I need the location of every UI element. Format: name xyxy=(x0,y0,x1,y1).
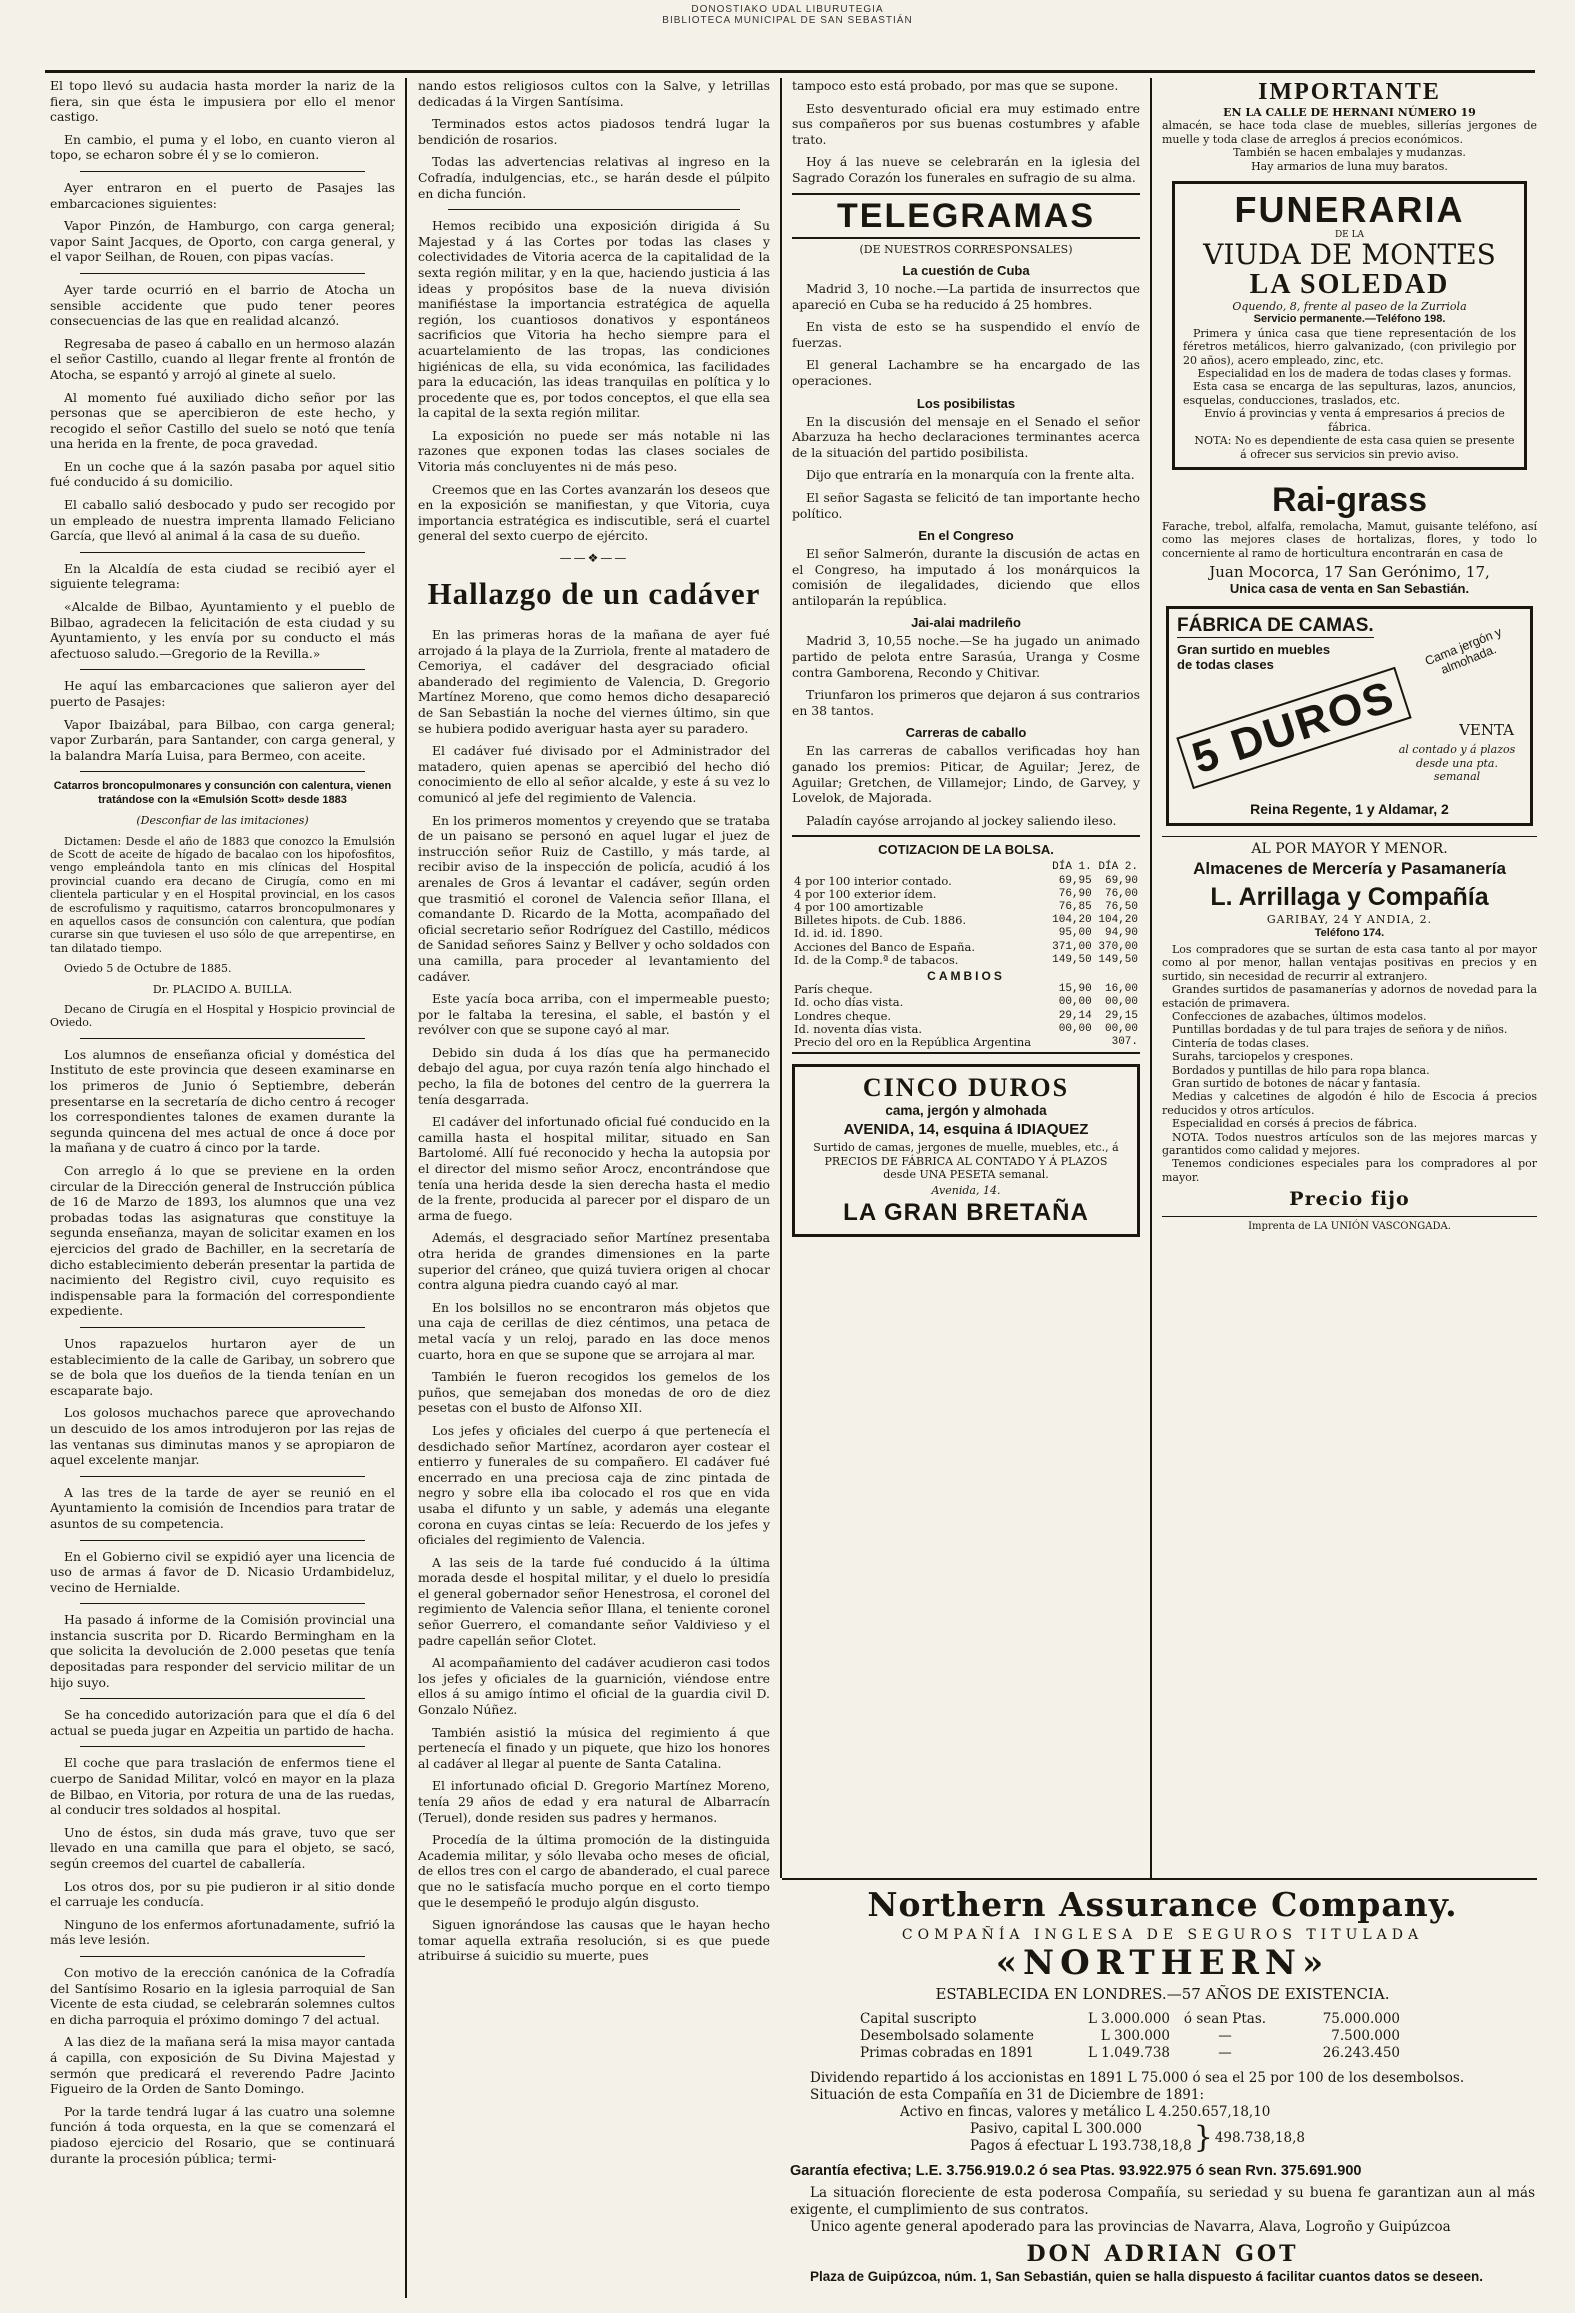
northern-name: «NORTHERN» xyxy=(995,1943,1330,1983)
northern-established: ESTABLECIDA EN LONDRES.—57 AÑOS DE EXISTENCIA. xyxy=(935,1985,1390,2003)
row-value: 104,20 xyxy=(1098,914,1138,927)
row-value: 69,95 xyxy=(1058,874,1092,887)
article-text: Este yacía boca arriba, con el impermeable puesto; por le faltaba la teresina, el sable, el bastón y el revólver con que se supone cayó al mar. xyxy=(418,991,770,1038)
column-3 xyxy=(792,78,1140,1878)
article-text: Los golosos muchachos parece que aprovechando un descuido de los amos introdujeron por las rejas de las ventanas sus diminutas manos y se apropiaron de aquel excelente manjar. xyxy=(50,1405,395,1468)
article-text: Debido sin duda á los días que ha permanecido debajo del agua, por cuya razón tenía algo hinchado el pecho, la fila de botones del centro de la guerrera la tenía desgarrada. xyxy=(418,1044,770,1107)
merceria-title: Almacenes de Mercería y Pasamanería xyxy=(1193,859,1506,879)
article-text: La exposición no puede ser más notable ni las razones que exponen todas las clases sociales de Vitoria más concluyentes ni de más peso. xyxy=(418,427,770,475)
telegram-text: Triunfaron los primeros que dejaron á sus contrarios en 38 tantos. xyxy=(792,687,1140,718)
divider xyxy=(80,1038,365,1039)
article-text: Con arreglo á lo que se previene en la orden circular de la Dirección general de Instrucción pública de 16 de Marzo de 1893, los alumnos que una vez probadas todas las asignaturas que constituye la segunda enseñanza, mayan de solicitar examen en los ejercicios del grado de Bachiller, en la secretaría de dicho establecimiento deberán presentar la partida de nacimiento del Registro civil, cuyo requisito es indispensable para la formación del correspondiente expediente. xyxy=(50,1163,395,1319)
cinco-duros-body: Surtido de camas, jergones de muelle, muebles, etc., á PRECIOS DE FÁBRICA AL CONTADO Y Á PLAZOS desde UNA PESETA semanal. xyxy=(813,1141,1119,1182)
column-1 xyxy=(50,78,395,2303)
row-value: 29,14 xyxy=(1058,1009,1092,1022)
funeraria-b4: Envío á provincias y venta á empresarios á precios de fábrica. xyxy=(1204,407,1505,434)
funeraria-title: FUNERARIA xyxy=(1234,189,1465,231)
camas-contado: al contado y á plazos desde una pta. semanal xyxy=(1398,743,1516,783)
divider xyxy=(80,273,365,274)
capital-pts: 75.000.000 xyxy=(1322,2011,1400,2027)
bolsa-title: COTIZACION DE LA BOLSA. xyxy=(878,842,1054,858)
list-item: NOTA. Todos nuestros artículos son de las mejores marcas y garantidos como calidad y mejores. xyxy=(1162,1130,1537,1158)
row-value: 29,15 xyxy=(1104,1009,1138,1022)
telegram-heading: Jai-alai madrileño xyxy=(911,615,1021,631)
row-value: 371,00 xyxy=(1052,940,1092,953)
article-text: En las primeras horas de la mañana de ayer fué arrojado á la playa de la Zurriola, frente al matadero de Cemoriya, el cadáver del desgraciado oficial abanderado del regimiento de Valencia, D. Gregorio Martínez Moreno, que como hemos dicho desapareció de San Sebastián la noche del viernes último, sin que se hubiera podido averiguar hasta ayer su paradero. xyxy=(418,627,770,736)
row-value: 16,00 xyxy=(1104,983,1138,996)
merceria-precio: Precio fijo xyxy=(1289,1188,1410,1211)
oro-value-1 xyxy=(1048,1036,1094,1049)
funeraria-dela: DE LA xyxy=(1334,230,1365,241)
headline-hallazgo: Hallazgo de un cadáver xyxy=(427,576,761,612)
capital-label: Primas cobradas en 1891 xyxy=(860,2045,1034,2061)
row-value: 370,00 xyxy=(1098,940,1138,953)
row-label: Id. ocho días vista. xyxy=(794,995,904,1010)
cinco-duros-store: LA GRAN BRETAÑA xyxy=(843,1198,1089,1226)
table-row xyxy=(792,1010,1140,1023)
cinco-duros-title: CINCO DUROS xyxy=(862,1073,1070,1103)
telegram-heading: Los posibilistas xyxy=(916,395,1016,411)
article-text: A las tres de la tarde de ayer se reunió en el Ayuntamiento la comisión de Incendios para tratar de asuntos de su competencia. xyxy=(50,1484,395,1531)
telegramas-heading: TELEGRAMAS xyxy=(792,193,1140,239)
funeraria-b2: Especialidad en los de madera de todas clases y formas. xyxy=(1197,367,1512,381)
list-item: Puntillas bordadas y de tul para trajes de señora y de niños. xyxy=(1172,1023,1508,1037)
raigrass-ad xyxy=(1162,480,1537,596)
telegram-text: El señor Salmerón, durante la discusión de actas en el Congreso, ha imputado á los monárquicos la comisión de ilegalidades, diciendo que ellos antiloparán la república. xyxy=(792,546,1140,608)
telegram-text: En las carreras de caballos verificadas hoy han ganado los premios: Piticar, de Aguilar; Jerez, de Aguilar; Gretchen, de Villamejor; Lindo, de Garvey, y Lovelok, de Majorada. xyxy=(792,743,1140,806)
telegram-text: Paladín cayóse arrojando al jockey saliendo ileso. xyxy=(806,812,1117,828)
merceria-ad xyxy=(1162,836,1537,1232)
telegram-text: Dijo que entraría en la monarquía con la frente alta. xyxy=(806,467,1135,483)
table-row xyxy=(792,941,1140,954)
northern-plaza: Plaza de Guipúzcoa, núm. 1, San Sebastián, quien se halla dispuesto á facilitar cuantos datos se deseen. xyxy=(810,2269,1483,2284)
divider xyxy=(80,669,365,670)
scott-ad-heading: Catarros broncopulmonares y consunción con calentura, vienen tratándose con la «Emulsión Scott» desde 1883 xyxy=(53,780,392,806)
article-text: El cadáver del infortunado oficial fué conducido en la camilla hasta el hospital militar, situado en San Bartolomé. Allí fué reconocido y hecha la autopsia por el director del mismo señor Arocz, encontrándose que tenía una herida desde la sien derecha hasta el medio de la frente, producida al parecer por el disparo de un arma de fuego. xyxy=(418,1114,770,1223)
article-text: Con motivo de la erección canónica de la Cofradía del Santísimo Rosario en la iglesia parroquial de San Vicente de esta ciudad, se celebrarán solemnes cultos en dicha parroquia el próximo domingo 7 del actual. xyxy=(50,1964,395,2027)
merceria-b1: Los compradores que se surtan de esta casa tanto al por mayor como al por menor, hallan ventajas positivas en precios y en surtido, sin necesidad de recurrir al extranjero. xyxy=(1162,942,1537,983)
row-label: Londres cheque. xyxy=(794,1008,892,1023)
divider xyxy=(80,1476,365,1477)
column-divider-2 xyxy=(780,78,782,1878)
northern-pasivo-lines xyxy=(970,2121,1192,2155)
list-item: Bordados y puntillas de hilo para ropa blanca. xyxy=(1172,1063,1430,1077)
funeraria-name: VIUDA DE MONTES xyxy=(1203,238,1496,272)
divider xyxy=(80,1956,365,1957)
article-text: Los jefes y oficiales del cuerpo á que pertenecía el desdichado señor Martínez, acordaron ayer costear el entierro y funerales de su compañero. El cadáver fué encerrado en una preciosa caja de zinc pintada de negro y sobre ella iba colocado el ros que en vida usaba el difunto y un sable, y además una elegante corona en cuyas cintas se leía: Recuerdo de los jefes y oficiales del regimiento de Valencia. xyxy=(418,1422,770,1548)
article-text: El infortunado oficial D. Gregorio Martínez Moreno, tenía 29 años de edad y era natural de Albarracín (Teruel), donde residen sus padres y hermanos. xyxy=(418,1778,770,1825)
northern-subtitle: COMPAÑÍA INGLESA DE SEGUROS TITULADA xyxy=(901,1927,1424,1943)
fabrica-camas-ad xyxy=(1166,606,1533,826)
northern-situation: Situación de esta Compañía en 31 de Diciembre de 1891: xyxy=(810,2087,1205,2103)
article-text: Procedía de la última promoción de la distinguida Academia militar, y sólo llevaba ocho meses de oficial, de ellos tres con el cargo de abanderado, el cual parece que no le satisfacía mucho porque en el corto tiempo que le desempeñó le produjo algún disgusto. xyxy=(418,1832,770,1910)
article-text: También asistió la música del regimiento á que pertenecía el finado y un piquete, que hizo los honores al cadáver al llegar al puente de Santa Catalina. xyxy=(418,1724,770,1771)
article-text: Hoy á las nueve se celebrarán en la iglesia del Sagrado Corazón los funerales en sufragio de su alma. xyxy=(792,154,1140,185)
row-label: Id. id. id. 1890. xyxy=(794,926,883,941)
row-value: 00,00 xyxy=(1104,1022,1138,1035)
capital-label: Desembolsado solamente xyxy=(860,2028,1034,2044)
list-item: Surahs, tarciopelos y crespones. xyxy=(1172,1050,1354,1064)
divider xyxy=(80,1603,365,1604)
row-value: 00,00 xyxy=(1058,996,1092,1009)
merceria-top: AL POR MAYOR Y MENOR. xyxy=(1162,836,1537,857)
article-text: Al acompañamiento del cadáver acudieron casi todos los jefes y oficiales de la guarnición, viéndose entre ellos á su amigo íntimo el oficial de la guardia civil D. Gonzalo Núñez. xyxy=(418,1655,770,1718)
article-text: El coche que para traslación de enfermos tiene el cuerpo de Sanidad Militar, volcó en mayor en la plaza de Bilbao, en Vitoria, por rotura de una de las ruedas, al conducir tres soldados al hospital. xyxy=(50,1755,395,1818)
article-text: Los alumnos de enseñanza oficial y doméstica del Instituto de este provincia que deseen examinarse en los primeros de Junio ó Septiembre, deberán presentarse en la secretaría de dicho centro á recoger los correspondientes talones de examen durante la segunda quincena del mes actual de once á doce por la mañana y de cuatro á cinco por la tarde. xyxy=(50,1046,395,1156)
telegram-heading: Carreras de caballo xyxy=(905,725,1027,741)
row-value: 15,90 xyxy=(1058,983,1092,996)
northern-pasivo: Pasivo, capital L 300.000 xyxy=(970,2121,1142,2137)
imprenta-line: Imprenta de LA UNIÓN VASCONGADA. xyxy=(1162,1216,1537,1232)
row-label: 4 por 100 exterior ídem. xyxy=(794,886,937,901)
brace-icon: } xyxy=(1193,2120,1213,2155)
list-item: Medias y calcetines de algodón é hilo de Escocia á precios reducidos y otros artículos. xyxy=(1162,1090,1537,1117)
library-stamp xyxy=(0,4,1575,26)
raigrass-name: Juan Mocorca, 17 San Gerónimo, 17, xyxy=(1209,563,1490,582)
article-text: Ninguno de los enfermos afortunadamente, sufrió la más leve lesión. xyxy=(50,1916,395,1948)
oro-label: Precio del oro en la República Argentina xyxy=(794,1035,1032,1050)
table-row xyxy=(792,1036,1140,1049)
scott-ad-role: Decano de Cirugía en el Hospital y Hospicio provincial de Oviedo. xyxy=(50,1003,395,1030)
article-text: Vapor Ibaizábal, para Bilbao, con carga general; vapor Zurbarán, para Santander, con carga general, y la balandra María Luisa, para Bermeo, con aceite. xyxy=(50,716,395,763)
row-label: Billetes hipots. de Cub. 1886. xyxy=(794,913,967,928)
capital-l: L 300.000 xyxy=(1100,2028,1170,2044)
importante-line2: También se hacen embalajes y mudanzas. xyxy=(1233,146,1466,160)
article-text: Unos rapazuelos hurtaron ayer de un establecimiento de la calle de Garibay, un sobrero que se de bola que los dueños de la tienda tenían en un escaparate bajo. xyxy=(50,1335,395,1398)
row-value: 149,50 xyxy=(1052,953,1092,966)
top-rule xyxy=(45,70,1535,73)
bolsa-day1: DÍA 1. xyxy=(1052,861,1092,874)
telegram-text: En vista de esto se ha suspendido el envío de fuerzas. xyxy=(792,319,1140,350)
camas-jergon: Cama jergón y almohada. xyxy=(1423,624,1504,678)
article-text: He aquí las embarcaciones que salieron ayer del puerto de Pasajes: xyxy=(50,678,395,709)
funeraria-b3: Esta casa se encarga de las sepulturas, lazos, anuncios, esquelas, conducciones, traslados, etc. xyxy=(1183,380,1516,407)
funeraria-address: Oquendo, 8, frente al paseo de la Zurriola xyxy=(1232,300,1467,314)
article-text: En la Alcaldía de esta ciudad se recibió ayer el siguiente telegrama: xyxy=(50,560,395,592)
article-text: A las diez de la mañana será la misa mayor cantada á capilla, con exposición de Su Divina Majestad y sermón que predicará el reverendo Padre Jacinto Figueiro de la Orden de Santo Domingo. xyxy=(50,2034,395,2097)
divider xyxy=(80,171,365,172)
cinco-duros-avenida: Avenida, 14. xyxy=(931,1184,1001,1198)
northern-don: DON ADRIAN GOT xyxy=(1026,2241,1299,2267)
northern-pasivo-block xyxy=(970,2121,1535,2155)
telegram-text: Madrid 3, 10,55 noche.—Se ha jugado un animado partido de pelota entre Sarasúa, Uranga y Cosme contra Gamborena, Recondo y Chitivar. xyxy=(792,633,1140,680)
list-item: Confecciones de azabaches, últimos modelos. xyxy=(1172,1009,1427,1023)
article-text: Los otros dos, por su pie pudieron ir al sitio donde el carruaje les conducía. xyxy=(50,1878,395,1910)
row-label: París cheque. xyxy=(794,982,873,997)
northern-title: Northern Assurance Company. xyxy=(867,1885,1458,1924)
divider xyxy=(448,209,740,210)
column-2 xyxy=(418,78,770,2303)
article-text: Ha pasado á informe de la Comisión provincial una instancia suscrita por D. Ricardo Bermingham en la que solicita la devolución de 2.000 pesetas que tenía depositadas para responder del servicio militar de un hijo suyo. xyxy=(50,1612,395,1690)
telegram-text: Madrid 3, 10 noche.—La partida de insurrectos que apareció en Cuba se ha reducido á 25 hombres. xyxy=(792,280,1140,312)
capital-eq: ó sean Ptas. xyxy=(1183,2011,1267,2027)
column-divider-1 xyxy=(405,78,407,2298)
camas-duros: 5 DUROS xyxy=(1176,667,1411,789)
library-stamp-line2: BIBLIOTECA MUNICIPAL DE SAN SEBASTIÁN xyxy=(662,15,913,26)
funeraria-b5: NOTA: No es dependiente de esta casa quien se presente á ofrecer sus servicios sin previo aviso. xyxy=(1194,434,1515,461)
list-item: Cintería de todas clases. xyxy=(1172,1036,1310,1050)
article-text: Terminados estos actos piadosos tendrá lugar la bendición de rosarios. xyxy=(418,116,770,147)
telegramas-subheading: (DE NUESTROS CORRESPONSALES) xyxy=(859,242,1073,256)
ornament-divider: ——❖—— xyxy=(559,551,629,566)
table-row xyxy=(792,927,1140,940)
row-label: Acciones del Banco de España. xyxy=(794,939,976,954)
oro-value-2: 307. xyxy=(1111,1036,1138,1049)
article-text: Creemos que en las Cortes avanzarán los deseos que en la exposición se manifiestan, y que Vitoria, cuya importancia estratégica es indiscutible, será el cuartel general del sexto cuerpo de ejército. xyxy=(418,481,770,544)
importante-body: almacén, se hace toda clase de muebles, sillerías jergones de muelle y toda clase de arreglos á precios económicos. xyxy=(1162,119,1537,146)
article-text: Ayer tarde ocurrió en el barrio de Atocha un sensible accidente que pudo tener peores consecuencias de las que en realidad alcanzó. xyxy=(50,281,395,329)
capital-pts: 26.243.450 xyxy=(1322,2045,1400,2061)
row-value: 104,20 xyxy=(1052,914,1092,927)
table-row xyxy=(860,2045,1535,2062)
list-item: Gran surtido de botones de nácar y fantasía. xyxy=(1172,1077,1421,1090)
importante-title: IMPORTANTE xyxy=(1258,79,1441,105)
row-value: 69,90 xyxy=(1104,874,1138,887)
camas-venta: VENTA xyxy=(1459,721,1514,740)
table-row xyxy=(860,2028,1535,2045)
row-label: 4 por 100 interior contado. xyxy=(794,873,952,888)
importante-address: EN LA CALLE DE HERNANI NÚMERO 19 xyxy=(1223,106,1476,119)
capital-eq: — xyxy=(1218,2045,1232,2061)
divider xyxy=(80,1327,365,1328)
article-text: Ayer entraron en el puerto de Pasajes las embarcaciones siguientes: xyxy=(50,179,395,211)
raigrass-title: Rai-grass xyxy=(1272,480,1427,519)
capital-l: L 1.049.738 xyxy=(1088,2045,1170,2061)
row-value: 76,50 xyxy=(1104,901,1138,914)
bolsa-table xyxy=(792,861,1140,1049)
funeraria-soledad: LA SOLEDAD xyxy=(1249,269,1450,301)
cinco-duros-ad xyxy=(792,1064,1140,1237)
article-text: En cambio, el puma y el lobo, en cuanto vieron al topo, se echaron sobre él y se lo comieron. xyxy=(50,131,395,163)
table-row xyxy=(792,954,1140,967)
telegram-text: El general Lachambre se ha encargado de las operaciones. xyxy=(792,357,1140,388)
capital-label: Capital suscripto xyxy=(860,2011,977,2027)
divider xyxy=(80,1540,365,1541)
article-text: El topo llevó su audacia hasta morder la nariz de la fiera, sin que ésta le impusiera por ello el menor castigo. xyxy=(50,78,395,125)
article-text: «Alcalde de Bilbao, Ayuntamiento y el pueblo de Bilbao, agradecen la felicitación de esta ciudad y su Ayuntamiento, y les envía por su conducto el más afectuoso saludo.—Gregorio de la Revilla.» xyxy=(50,599,395,661)
article-text: Además, el desgraciado señor Martínez presentaba otra herida de grandes dimensiones en la parte superior del cráneo, que quizá tuviera origen al chocar contra alguna piedra cuando cayó al mar. xyxy=(418,1230,770,1293)
telegram-heading: En el Congreso xyxy=(918,528,1014,544)
row-value: 76,85 xyxy=(1058,901,1092,914)
article-text: Al momento fué auxiliado dicho señor por las personas que se apercibieron de este hecho, y recogido el señor Castillo del suelo se notó que tenía una herida en la frente, de poca gravedad. xyxy=(50,389,395,452)
merceria-tel: Teléfono 174. xyxy=(1314,926,1385,939)
bolsa-table-box xyxy=(792,835,1140,1054)
article-text: A las seis de la tarde fué conducido á la última morada desde el hospital militar, y el duelo lo presidía el general gobernador señor Henestrosa, el coronel del regimiento de Valencia señor Illana, el teniente coronel señor Guerrero, el comandante señor Valdivieso y el padre capellán señor Clotet. xyxy=(418,1554,770,1648)
camas-title: FÁBRICA DE CAMAS. xyxy=(1177,615,1374,637)
camas-surtido: Gran surtido en muebles de todas clases xyxy=(1177,642,1331,673)
row-value: 149,50 xyxy=(1098,953,1138,966)
northern-dividend: Dividendo repartido á los accionistas en 1891 L 75.000 ó sea el 25 por 100 de los desembolsos. xyxy=(810,2070,1465,2086)
scott-ad-subheading: (Desconfiar de las imitaciones) xyxy=(136,814,309,828)
capital-l: L 3.000.000 xyxy=(1088,2011,1170,2027)
northern-agent: Unico agente general apoderado para las provincias de Navarra, Alava, Logroño y Guipúzcoa xyxy=(810,2219,1451,2235)
article-text: También le fueron recogidos los gemelos de los puños, que semejaban dos monedas de oro de diez pesetas con el busto de Alfonso XII. xyxy=(418,1369,770,1416)
funeraria-b1: Primera y única casa que tiene representación de los féretros metálicos, hierro galvanizado, (con privilegio por 20 años), acero empleado, zinc, etc. xyxy=(1183,326,1516,367)
table-row xyxy=(792,875,1140,888)
article-text: En los bolsillos no se encontraron más objetos que una caja de cerillas de diez céntimos, una petaca de metal vacía y un reloj, parado en las doce menos cuarto, hora en que se supone que se arrojara al mar. xyxy=(418,1299,770,1362)
article-text: En los primeros momentos y creyendo que se trataba de un paisano se personó en aquel lugar el juez de instrucción señor Ruiz de Castillo, y más tarde, al recibir aviso de la inspección de policía, acudió á los arenales de Gros á levantar el cadáver, según orden que trasmitió el coronel de Valencia señor Illana, el comandante D. Ricardo de la Motta, acompañado del oficial secretario señor Rodríguez del Castillo, médicos de Sanidad señores Sainz y Bellver y ocho soldados con una camilla, para proceder al levantamiento del cadáver. xyxy=(418,812,770,984)
article-text: Hemos recibido una exposición dirigida á Su Majestad y á las Cortes por todas las clases y colectividades de Vitoria acerca de la capitalidad de la sexta región militar, y en la que, haciendo justicia á las ideas y propósitos base de la nueva división manifiéstase la importancia estratégica de aquella región, los cuantiosos donativos y espontáneos sacrificios que Vitoria ha hecho siempre para el acuartelamiento de las tropas, las condiciones higiénicas de ella, su vida económica, las facilidades para la educación, las ideas tranquilas en política y lo procedente que es, por todos conceptos, el que ella sea la capital de la sexta región militar. xyxy=(418,218,770,421)
article-text: Siguen ignorándose las causas que le hayan hecho tomar aquella extraña resolución, si es que puede atribuirse á suicidio su muerte, pues xyxy=(418,1917,770,1964)
scott-ad-signature: Dr. PLACIDO A. BUILLA. xyxy=(152,982,293,996)
funeraria-ad xyxy=(1172,181,1527,470)
article-text: Vapor Pinzón, de Hamburgo, con carga general; vapor Saint Jacques, de Oporto, con carga general, y el vapor Seilhan, de Rouen, con pipas vacías. xyxy=(50,218,395,265)
capital-eq: — xyxy=(1218,2028,1232,2044)
list-item: Especialidad en corsés á precios de fábrica. xyxy=(1172,1117,1418,1131)
northern-garantia: Garantía efectiva; L.E. 3.756.919.0.2 ó sea Ptas. 93.922.975 ó sean Rvn. 375.691.900 xyxy=(790,2163,1362,2179)
article-text: Todas las advertencias relativas al ingreso en la Cofradía, indulgencias, etc., se harán desde el púlpito en dicha función. xyxy=(418,154,770,201)
article-text: nando estos religiosos cultos con la Salve, y letrillas dedicadas á la Virgen Santísima. xyxy=(418,78,770,109)
northern-capital-table xyxy=(860,2011,1535,2062)
importante-ad xyxy=(1162,78,1537,173)
article-text: Se ha concedido autorización para que el día 6 del actual se pueda jugar en Azpeitia un partido de hacha. xyxy=(50,1707,395,1738)
article-text: En un coche que á la sazón pasaba por aquel sitio fué conducido á su domicilio. xyxy=(50,458,395,490)
article-text: Por la tarde tendrá lugar á las cuatro una solemne función á toda orquesta, en la que se comenzará el piadoso ejercicio del Rosario, que se continuará durante la procesión pública; termi- xyxy=(50,2103,395,2166)
table-row xyxy=(860,2011,1535,2028)
row-label: Id. noventa días vista. xyxy=(794,1021,923,1036)
row-value: 95,00 xyxy=(1058,927,1092,940)
raigrass-unica: Unica casa de venta en San Sebastián. xyxy=(1229,581,1470,597)
northern-situation2: La situación floreciente de esta poderosa Compañía, su seriedad y su buena fe garantizan aun al más exigente, el cumplimiento de sus contratos. xyxy=(790,2185,1535,2218)
bolsa-header-row xyxy=(792,861,1140,874)
scott-ad-body: Dictamen: Desde el año de 1883 que conozco la Emulsión de Scott de aceite de hígado de bacalao con los hipofosfitos, vengo empleándola tanto en mis clínicas del Hospital provincial cuando era decano de Cirugía, como en mi clientela particular y en el Hospital provincial, en los casos de escrofulismo y raquitismo, catarros broncopulmonares y en aquellos casos de consunción con calentura, que podían curarse sin que tuviesen el uso sólo de que arrepentirse, en tan dilatado tiempo. xyxy=(50,834,395,955)
row-value: 76,00 xyxy=(1104,887,1138,900)
cambios-title: CAMBIOS xyxy=(927,969,1005,984)
bolsa-day2: DÍA 2. xyxy=(1098,861,1138,874)
northern-assurance-ad xyxy=(790,1885,1535,2285)
list-item: Grandes surtidos de pasamanerías y adornos de novedad para la estación de primavera. xyxy=(1162,983,1537,1010)
row-value: 00,00 xyxy=(1058,1022,1092,1035)
telegram-heading: La cuestión de Cuba xyxy=(902,262,1030,278)
divider xyxy=(80,1746,365,1747)
table-row xyxy=(792,996,1140,1009)
northern-top-rule xyxy=(782,1878,1537,1880)
raigrass-body: Farache, trebol, alfalfa, remolacha, Mamut, guisante teléfono, así como las mejores clases de hortalizas, flores, y todo lo concerniente al ramo de horticultura encontrarán en casa de xyxy=(1162,519,1537,560)
article-text: Esto desventurado oficial era muy estimado entre sus compañeros por sus buenas costumbres y afable trato. xyxy=(792,100,1140,147)
column-divider-3 xyxy=(1150,78,1152,1878)
article-text: El caballo salió desbocado y pudo ser recogido por un empleado de nuestra imprenta llamado Feliciano García, que llevó al animal á la casa de su dueño. xyxy=(50,497,395,544)
camas-address: Reina Regente, 1 y Aldamar, 2 xyxy=(1250,801,1449,818)
merceria-address: GARIBAY, 24 Y ANDIA, 2. xyxy=(1266,913,1433,927)
capital-pts: 7.500.000 xyxy=(1331,2028,1400,2044)
northern-pasivo-total: 498.738,18,8 xyxy=(1214,2130,1306,2146)
column-4 xyxy=(1162,78,1537,1878)
merceria-name: L. Arrillaga y Compañía xyxy=(1210,883,1489,912)
row-label: 4 por 100 amortizable xyxy=(794,900,924,915)
divider xyxy=(80,552,365,553)
article-text: Regresaba de paseo á caballo en un hermoso alazán el señor Castillo, cuando al llegar frente al frontón de Atocha, se espantó y arrojó al ginete al suelo. xyxy=(50,335,395,382)
article-text: El cadáver fué divisado por el Administrador del matadero, quien apenas se apercibió del hecho dió conocimiento de ello al señor alcalde, y este á su vez lo comunicó al jefe del regimiento de Valencia. xyxy=(418,743,770,805)
row-value: 94,90 xyxy=(1104,927,1138,940)
row-value: 76,90 xyxy=(1058,887,1092,900)
divider xyxy=(80,1698,365,1699)
funeraria-service: Servicio permanente.—Teléfono 198. xyxy=(1253,313,1446,326)
article-text: tampoco esto está probado, por mas que se supone. xyxy=(792,78,1119,93)
importante-line3: Hay armarios de luna muy baratos. xyxy=(1251,159,1448,173)
divider xyxy=(80,771,365,772)
row-label: Id. de la Comp.ª de tabacos. xyxy=(794,952,959,967)
row-value: 00,00 xyxy=(1104,996,1138,1009)
article-text: Uno de éstos, sin duda más grave, tuvo que ser llevado en una camilla que para el objeto, se sacó, según creemos del cuartel de caballería. xyxy=(50,1824,395,1871)
cinco-duros-address: AVENIDA, 14, esquina á IDIAQUEZ xyxy=(843,1121,1089,1139)
northern-activo: Activo en fincas, valores y metálico L 4.250.657,18,10 xyxy=(900,2104,1271,2120)
northern-pagos: Pagos á efectuar L 193.738,18,8 xyxy=(970,2138,1192,2154)
telegram-text: El señor Sagasta se felicitó de tan importante hecho político. xyxy=(792,489,1140,521)
telegram-text: En la discusión del mensaje en el Senado el señor Abarzuza ha hecho declaraciones terminantes acerca de la situación del partido posibilista. xyxy=(792,413,1140,460)
library-stamp-line1: DONOSTIAKO UDAL LIBURUTEGIA xyxy=(691,4,884,15)
scott-ad-date: Oviedo 5 de Octubre de 1885. xyxy=(64,962,232,976)
cinco-duros-sub: cama, jergón y almohada xyxy=(885,1103,1047,1119)
list-item: Tenemos condiciones especiales para los compradores al por mayor. xyxy=(1162,1157,1537,1184)
merceria-list xyxy=(1162,983,1537,1184)
article-text: En el Gobierno civil se expidió ayer una licencia de uso de armas á favor de D. Nicasio Urdambideluz, vecino de Hernialde. xyxy=(50,1548,395,1595)
